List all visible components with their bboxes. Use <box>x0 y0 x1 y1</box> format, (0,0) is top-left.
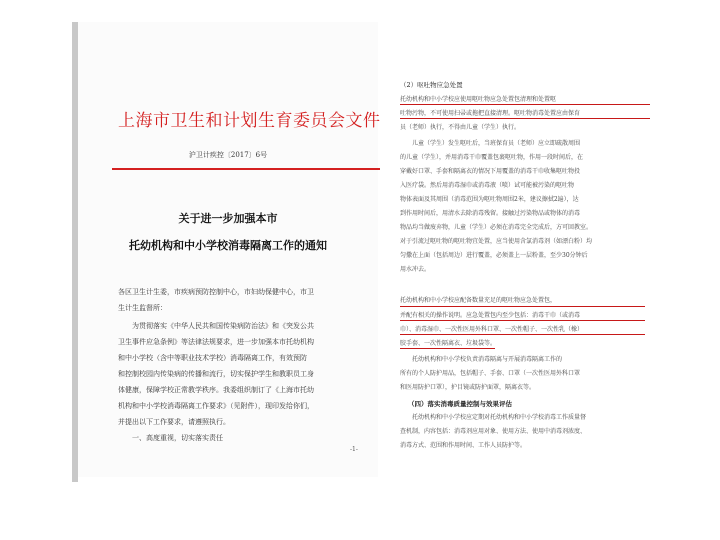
block1-line: 穿戴好口罩、手套和隔离衣的情况下用覆盖的消毒干巾收集呕吐物投 <box>400 168 581 175</box>
block1-line: 物品均当做废弃物，儿童（学生）必须在消毒完全完成后，方可回教室。 <box>400 224 593 231</box>
body-line: 机构和中小学校消毒隔离工作要求》（见附件），现印发给你们， <box>118 402 314 410</box>
block1-line: 匀撒在上面（包括周边）进行覆盖，必须盖上一层粉盖，至少30分钟后 <box>400 252 588 259</box>
body-line: 并提出以下工作要求，请遵照执行。 <box>118 418 230 426</box>
block3-heading: （四）落实消毒质量控制与效果评估 <box>408 400 512 408</box>
red-separator <box>112 168 380 170</box>
body-line: 卫生事件应急条例》等法律法规要求，进一步加强本市托幼机构 <box>118 338 314 346</box>
notice-title-line1: 关于进一步加强本市 <box>178 212 278 225</box>
addressee-line2: 生计生监督所： <box>118 304 167 312</box>
page-number: -1- <box>350 446 358 453</box>
block2-line: 托幼机构和中小学校负责消毒隔离与开展消毒隔离工作的 <box>400 356 563 363</box>
block3-line: 查机制，内容包括：消毒剂应用对象、使用方法、使用中消毒剂浓度、 <box>400 428 587 435</box>
block1-line: 到作用时间后，用清水去除消毒残留。接触过污染物品或物体的消毒 <box>400 210 581 217</box>
highlight-underline <box>400 320 645 321</box>
block1-line: 吐物污物，不可使用扫帚或拖把直接清理。呕吐物消毒处置应由保育 <box>400 110 581 117</box>
block1-line: 托幼机构和中小学校应使用呕吐物应急处置包清理和处置呕 <box>400 96 557 103</box>
addressee-line1: 各区卫生计生委，市疾病预防控制中心，市妇幼保健中心，市卫 <box>118 288 314 296</box>
highlight-underline <box>400 348 495 349</box>
section-heading: 一、高度重视，切实落实责任 <box>118 434 223 442</box>
highlight-underline <box>400 104 650 105</box>
block1-line: 对于引流过呕吐物的呕吐物宜处置，应当使用含氯消毒剂（如漂白粉）均 <box>400 238 593 245</box>
block1-line: 儿童（学生）发生呕吐后，当班保育员（老师）应立即疏散周围 <box>400 140 581 147</box>
block3-line: 消毒方式、范围和作用时间、工作人员防护等。 <box>400 442 527 449</box>
block2-line: 和医用防护口罩），护目镜或防护面罩，隔离衣等。 <box>400 384 536 391</box>
notice-title-line2: 托幼机构和中小学校消毒隔离工作的通知 <box>129 239 327 252</box>
block2-line: 巾）、消毒湿巾、一次性医用外科口罩、一次性帽子、一次性乳（橡） <box>400 326 584 333</box>
highlight-underline <box>400 306 645 307</box>
block1-heading: （2）呕吐物应急处置 <box>400 81 463 89</box>
block1-line: 入医疗袋。然后用消毒湿巾或消毒液（喷）试可能被污染的呕吐物 <box>400 182 575 189</box>
body-line: 为贯彻落实《中华人民共和国传染病防治法》和《突发公共 <box>118 322 314 330</box>
block2-line: 并配有相关的操作说明。应急处置包内至少包括：消毒干巾（或消毒 <box>400 312 581 319</box>
body-line: 体健康，保障学校正常教学秩序。我委组织制订了《上海市托幼 <box>118 386 314 394</box>
block3-line: 托幼机构和中小学校应定期对托幼机构和中小学校消毒工作质量督 <box>400 414 587 421</box>
highlight-underline <box>400 334 645 335</box>
block1-line: 物体表面及其周围（消毒范围为呕吐物周围2米，建议擦拭2遍），达 <box>400 196 579 203</box>
document-header-title: 上海市卫生和计划生育委员会文件 <box>118 111 381 131</box>
block2-line: 所有的个人防护用品，包括帽子、手套、口罩（一次性医用外科口罩 <box>400 370 581 377</box>
body-line: 和控制校园内传染病的传播和流行，切实保护学生和教职员工身 <box>118 370 314 378</box>
document-number: 沪卫计疾控〔2017〕6号 <box>188 151 268 159</box>
block2-line: 胶手套、一次性隔离衣、垃圾袋等。 <box>400 340 497 347</box>
block1-line: 员（老师）执行，不得由儿童（学生）执行。 <box>400 124 521 131</box>
body-line: 和中小学校（含中等职业技术学校）消毒隔离工作，有效预防 <box>118 354 307 362</box>
block2-line: 托幼机构和中小学校应配备数量充足的呕吐物应急处置包， <box>400 297 557 304</box>
highlight-underline <box>400 118 650 119</box>
block1-line: 的儿童（学生），并用消毒干巾覆盖包裹呕吐物，作用一段时间后，在 <box>400 154 584 161</box>
block1-line: 用水冲去。 <box>400 266 431 273</box>
